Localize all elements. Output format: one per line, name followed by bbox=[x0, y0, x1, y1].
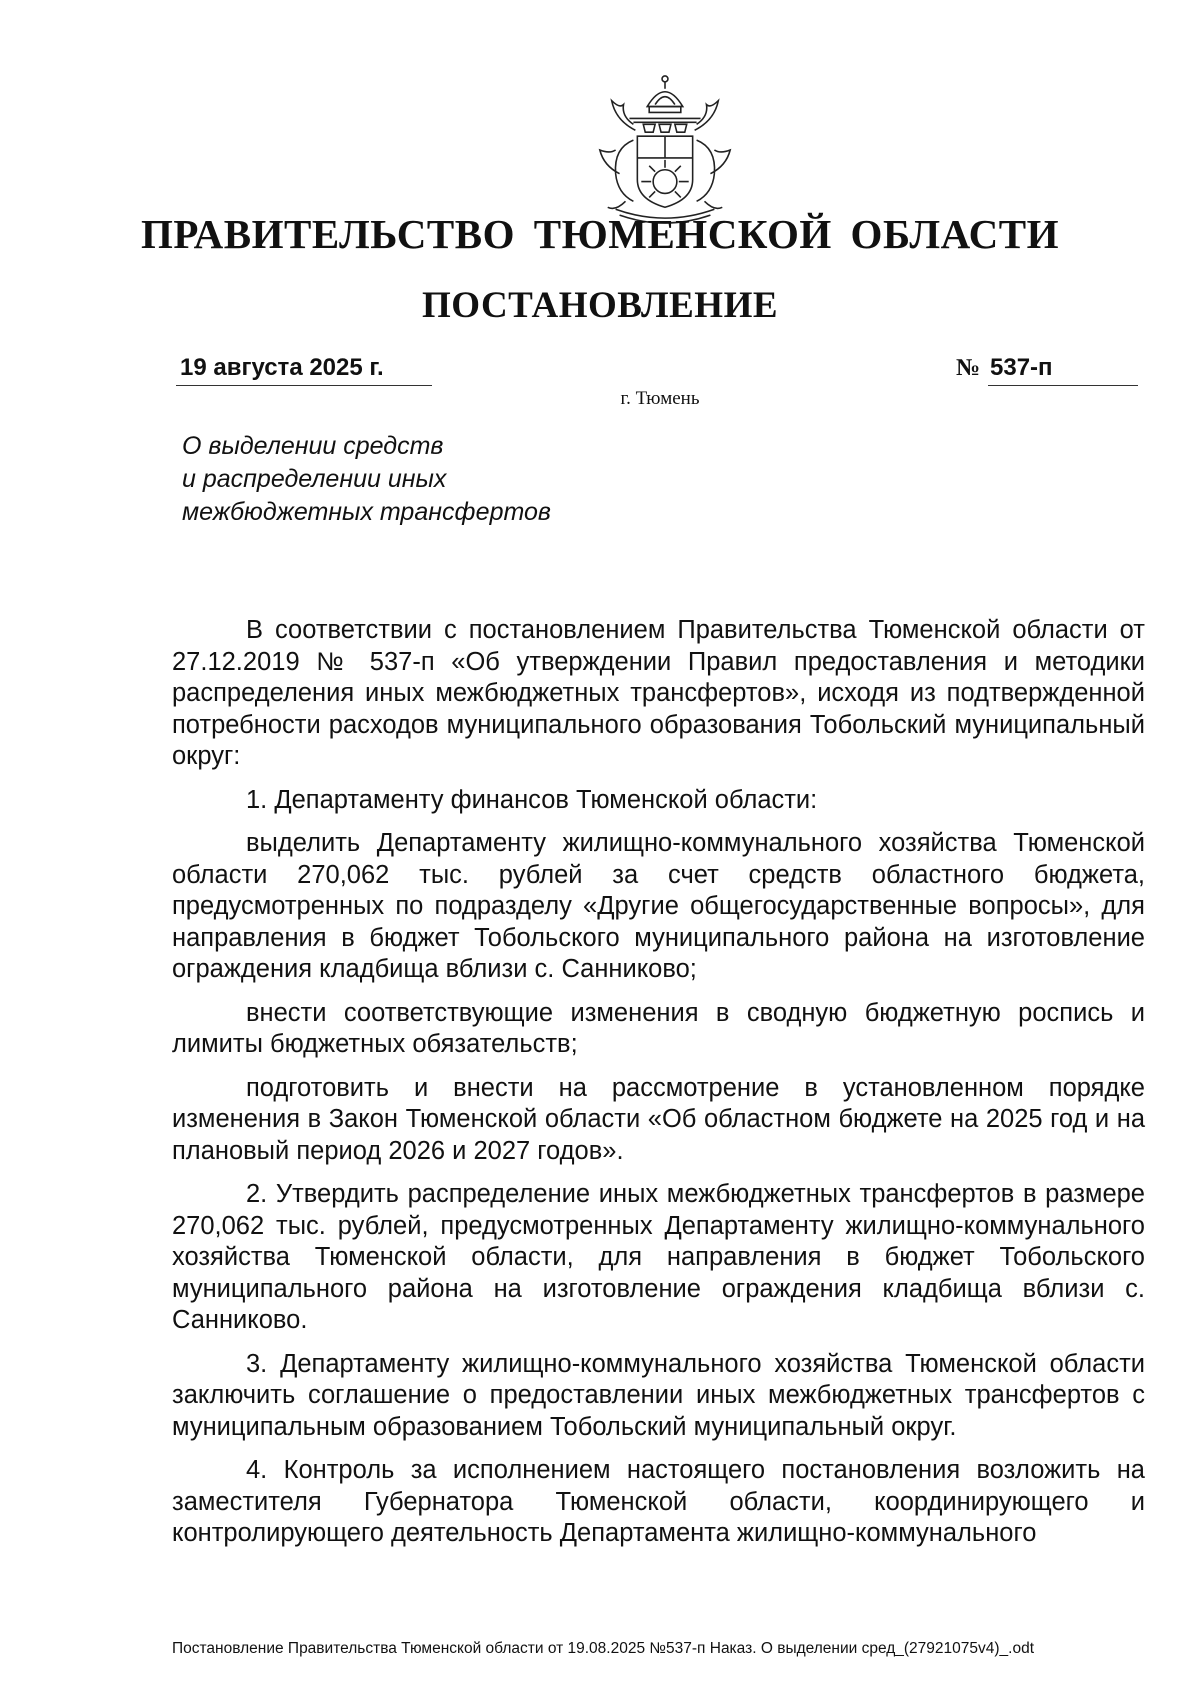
body-paragraph: 3. Департаменту жилищно-коммунального хозяйства Тюменской области заключить соглашение о предоставлении иных межбюджетных трансфертов с муниципальным образованием Тобольский муниципальный округ. bbox=[172, 1349, 1145, 1441]
document-body bbox=[172, 615, 1145, 1562]
body-paragraph: 4. Контроль за исполнением настоящего постановления возложить на заместителя Губернатора Тюменской области, координирующего и контролирующего деятельность Департамента жилищно-коммунального bbox=[172, 1456, 1145, 1547]
document-number: 537-п bbox=[988, 354, 1138, 386]
document-subject bbox=[182, 430, 602, 529]
body-paragraph: подготовить и внести на рассмотрение в установленном порядке изменения в Закон Тюменской области «Об областном бюджете на 2025 год и на плановый период 2026 и 2027 годов». bbox=[172, 1073, 1145, 1165]
body-paragraph: 2. Утвердить распределение иных межбюджетных трансфертов в размере 270,062 тыс. рублей, предусмотренных Департаменту жилищно-коммунального хозяйства Тюменской области, для направления в бюджет Тобольского муниципального района на изготовление ограждения кладбища вблизи с. Санниково. bbox=[172, 1180, 1145, 1334]
body-paragraph: 1. Департаменту финансов Тюменской области: bbox=[246, 785, 818, 814]
subject-line: межбюджетных трансфертов bbox=[182, 498, 551, 526]
government-title: ПРАВИТЕЛЬСТВО ТЮМЕНСКОЙ ОБЛАСТИ bbox=[140, 211, 1059, 257]
city-label: г. Тюмень bbox=[620, 388, 700, 409]
document-type: ПОСТАНОВЛЕНИЕ bbox=[421, 285, 779, 326]
subject-line: О выделении средств bbox=[182, 432, 444, 460]
body-paragraph: выделить Департаменту жилищно-коммунального хозяйства Тюменской области 270,062 тыс. рублей за счет средств областного бюджета, предусмотренных по подразделу «Другие общегосударственные вопросы», для направления в бюджет Тобольского муниципального района на изготовление ограждения кладбища вблизи с. Санниково; bbox=[172, 829, 1145, 983]
body-paragraph: В соответствии с постановлением Правительства Тюменской области от 27.12.2019 № 537-п «Об утверждении Правил предоставления и методики распределения иных межбюджетных трансфертов», исходя из подтвержденной потребности расходов муниципального образования Тобольский муниципальный округ: bbox=[172, 616, 1145, 770]
document-date: 19 августа 2025 г. bbox=[176, 354, 432, 386]
subject-line: и распределении иных bbox=[182, 465, 447, 493]
tyumen-coat-of-arms-icon bbox=[586, 70, 744, 230]
body-paragraph: внести соответствующие изменения в сводную бюджетную роспись и лимиты бюджетных обязательств; bbox=[172, 998, 1145, 1058]
number-sign: № bbox=[956, 355, 981, 381]
page-footer: Постановление Правительства Тюменской области от 19.08.2025 №537-п Наказ. О выделении сред_(27921075v4)_.odt bbox=[172, 1640, 1035, 1657]
